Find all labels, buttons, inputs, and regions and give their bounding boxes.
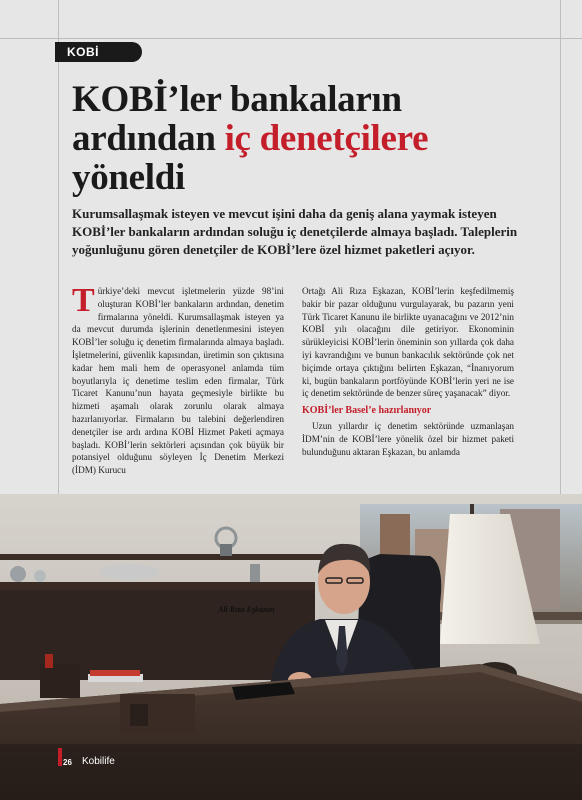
page-title <box>72 80 542 197</box>
column-2-text: Ortağı Ali Rıza Eşkazan, KOBİ’lerin keşfedilmemiş bakir bir pazar olduğunu vurgulayarak, bu pazarın yeni Türk Ticaret Kanunu ile birlikte uyanacağını ve 2012’nin KOBİ yılı olacağını dile getiriyor. Ekonominin sürükleyicisi KOBİ’lerin öneminin son yıllarda çok daha iyi kavrandığını ve bunun bankacılık sektöründe çok net biçimde ortaya çıktığını belirten Eşkazan, “İnanıyorum ki, bugün bankaların portföyünde KOBİ’lerin yeri ne ise iç denetim sektöründe de benzer süreç yaşanacak” diyor. <box>302 286 514 399</box>
subheading: KOBİ’ler Basel’e hazırlanıyor <box>302 405 432 417</box>
body-column-2 <box>302 285 514 495</box>
title-part2: yöneldi <box>72 157 186 198</box>
footer-accent-bar <box>58 748 62 766</box>
column-2-text-continued: Uzun yıllardır iç denetim sektöründe uzmanlaşan İDM’nin de KOBİ’lere yönelik özel bir hizmet paketi bulunduğunu aktaran Eşkazan, bu anlamda <box>302 420 514 457</box>
column-1-text: ürkiye’deki mevcut işletmelerin yüzde 98’ini oluşturan KOBİ’ler bankaların ardından, denetim firmalarına yöneldi. Kurumsallaşmak isteyen ya da mevcut durumda işlerinin denetlenmesini isteyen KOBİ’ler soluğu iç denetim firmalarında almaya başladı. İşletmelerini, güvenlik kapısından, üretimin son çıktısına kadar hem mali hem de operasyonel anlamda tüm boyutlarıyla iç denetime teslim eden firmalar, Türk Ticaret Kanunu’nun hayata geçmesiyle birlikte bu hizmeti aşamalı olarak zorunlu olarak almaya hazırlanıyorlar. Firmaların bu talebini değerlendiren denetçiler ise ardı ardına KOBİ Hizmet Paketi açmaya başladı. KOBİ’lerin sektörleri açısından çok büyük bir potansiyel olduğunu söyleyen İç Denetim Merkezi (İDM) Kurucu <box>72 286 284 476</box>
body-column-1 <box>72 285 284 495</box>
office-photo <box>0 494 582 800</box>
lead-paragraph: Kurumsallaşmak isteyen ve mevcut işini daha da geniş alana yaymak isteyen KOBİ’ler bankaların ardından soluğu iç denetçilerde almaya başladı. Taleplerin yoğunluğunu gören denetçiler de KOBİ’lere özel hizmet paketleri açıyor. <box>72 206 518 257</box>
photo-caption: Ali Rıza Eşkazan <box>218 605 275 614</box>
title-accent: iç denetçilere <box>224 118 429 159</box>
crop-line-top <box>0 38 582 39</box>
magazine-brand: Kobilife <box>82 756 115 767</box>
title-part1: KOBİ’ler bankaların ardından <box>72 79 402 159</box>
section-tag: KOBİ <box>55 42 142 62</box>
drop-cap: T <box>72 285 95 319</box>
page-number: 26 <box>63 758 72 767</box>
